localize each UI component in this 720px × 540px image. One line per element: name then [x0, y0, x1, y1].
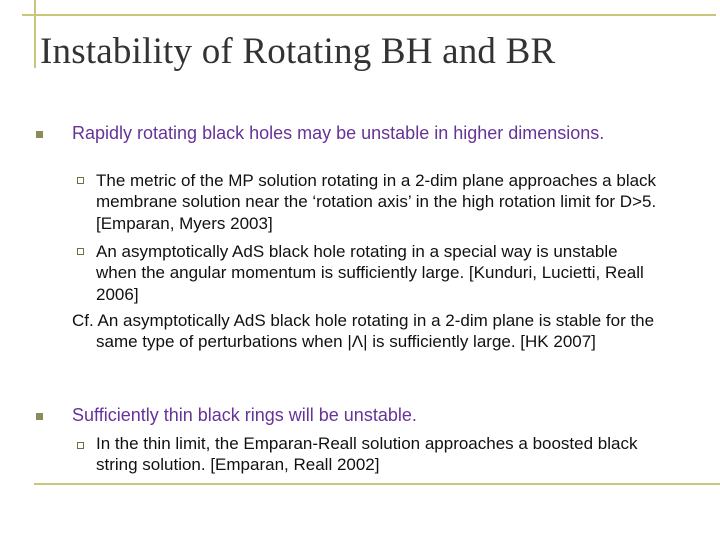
- square-bullet-icon: [36, 131, 43, 138]
- hollow-square-bullet-icon: [77, 177, 84, 184]
- slide-title: Instability of Rotating BH and BR: [40, 31, 556, 72]
- bullet-1-subitem-1: The metric of the MP solution rotating in a 2-dim plane approaches a black membrane solution near the ‘rotation axis’ in the high rotation limit for D>5. [Emparan, Myers 2003]: [96, 171, 657, 233]
- left-rule: [34, 0, 36, 68]
- bullet-2-text: Sufficiently thin black rings will be unstable.: [72, 405, 417, 425]
- bullet-1-text: Rapidly rotating black holes may be unstable in higher dimensions.: [72, 123, 605, 143]
- bullet-1-note: Cf. An asymptotically AdS black hole rotating in a 2-dim plane is stable for the same type of perturbations when |Λ| is sufficiently large. [HK 2007]: [72, 311, 655, 352]
- bullet-1-subitem-2: An asymptotically AdS black hole rotating in a special way is unstable when the angular momentum is sufficiently large. [Kunduri, Lucietti, Reall 2006]: [96, 242, 644, 304]
- bottom-rule: [34, 483, 720, 485]
- hollow-square-bullet-icon: [77, 442, 84, 449]
- square-bullet-icon: [36, 413, 43, 420]
- top-rule: [22, 14, 716, 16]
- bullet-2-subitem-1: In the thin limit, the Emparan-Reall solution approaches a boosted black string solution. [Emparan, Reall 2002]: [96, 434, 638, 475]
- hollow-square-bullet-icon: [77, 248, 84, 255]
